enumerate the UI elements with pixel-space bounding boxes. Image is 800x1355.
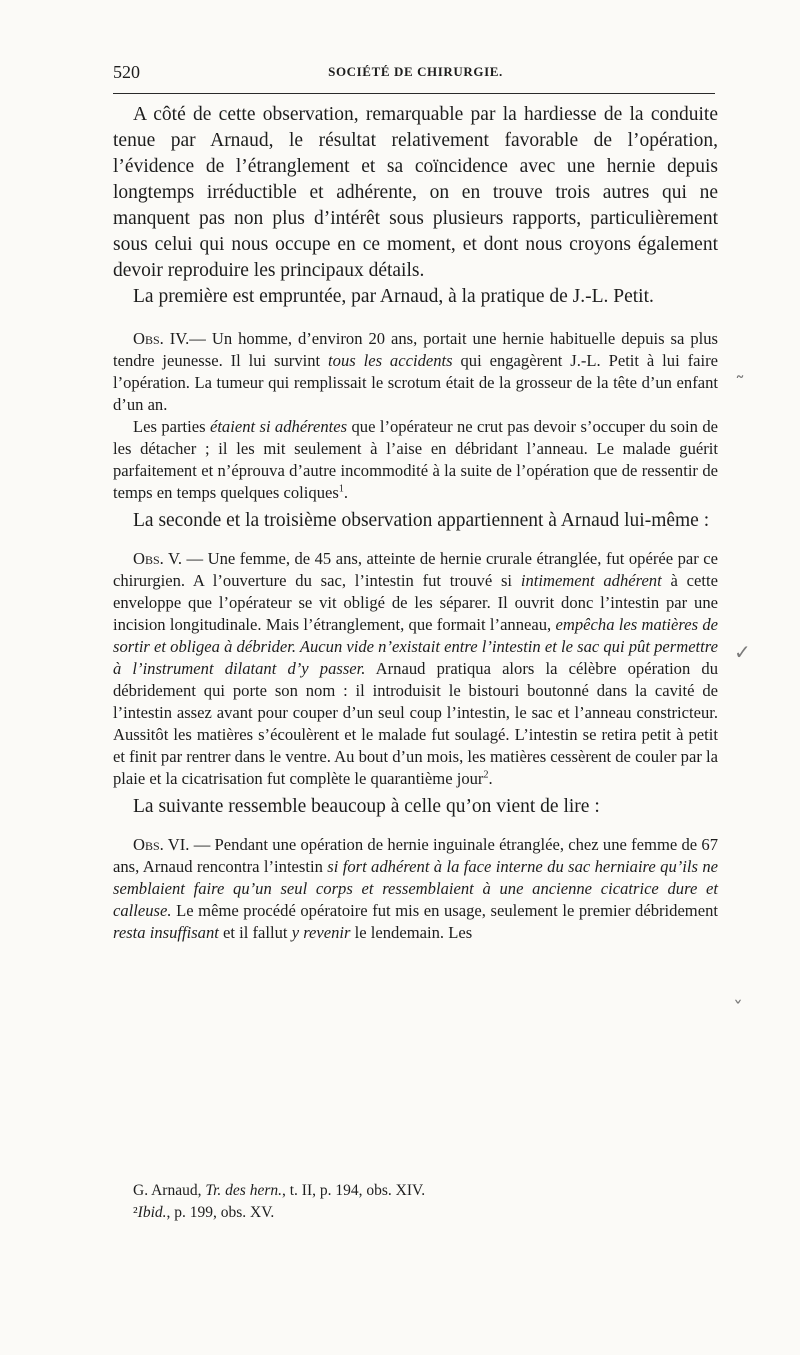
footnote-2: ²Ibid., p. 199, obs. XV. <box>133 1204 275 1221</box>
footnote-1: G. Arnaud, Tr. des hern., t. II, p. 194, obs. XIV. <box>133 1182 426 1199</box>
third-paragraph: La seconde et la troisième observation appartiennent à Arnaud lui-même : <box>133 510 710 531</box>
observation-6: Obs. VI. — Pendant une opération de hernie inguinale étranglée, chez une femme de 67 ans, Arnaud rencontra l’intestin si fort adhérent à la face interne du sac herniaire qu’ils ne semblaient faire qu’un seul corps et ressemblaient à une ancienne cicatrice dure et calleuse. Le même procédé opératoire fut mis en usage, seulement le premier débridement resta insuffisant et il fallut y revenir le lendemain. Les <box>113 835 718 942</box>
observation-4-continued: Les parties étaient si adhérentes que l’opérateur ne crut pas devoir s’occuper du soin de les détacher ; il les mit seulement à l’aise en débridant l’anneau. Le malade guérit parfaitement et n’éprouva d’autre incommodité à la suite de l’opération que de ressentir de temps en temps quelques coliques$^1$. <box>113 417 718 502</box>
footnote-ref: 1 <box>338 483 344 495</box>
obs-label: Obs. IV. <box>133 329 190 348</box>
page-header <box>113 60 718 88</box>
intro-paragraph: A côté de cette observation, remarquable par la hardiesse de la conduite tenue par Arnaud, le résultat relativement favorable de l’opération, l’évidence de l’étranglement et sa coïncidence avec une hernie depuis longtemps irréductible et adhérente, on en trouve trois autres qui ne manquent pas non plus d’intérêt sous plusieurs rapports, particulièrement sous celui qui nous occupe en ce moment, et dont nous croyons également devoir reproduire les principaux détails. <box>113 104 718 281</box>
obs-label: Obs. VI. <box>133 835 190 854</box>
second-paragraph: La première est empruntée, par Arnaud, à la pratique de J.-L. Petit. <box>133 286 654 307</box>
running-title: SOCIÉTÉ DE CHIRURGIE. <box>328 64 503 79</box>
page-number: 520 <box>113 62 140 82</box>
footnotes <box>133 1180 693 1224</box>
margin-mark-icon: ˜ <box>735 372 745 396</box>
obs-label: Obs. V. <box>133 549 183 568</box>
observation-4: Obs. IV.— Un homme, d’environ 20 ans, portait une hernie habituelle depuis sa plus tendre jeunesse. Il lui survint tous les accidents qui engagèrent J.-L. Petit à lui faire l’opération. La tumeur qui remplissait le scrotum était de la grosseur de la tête d’un enfant d’un an. <box>113 329 718 414</box>
margin-check-icon: ˇ <box>733 997 743 1021</box>
observation-5: Obs. V. — Une femme, de 45 ans, atteinte de hernie crurale étranglée, fut opérée par ce chirurgien. A l’ouverture du sac, l’intestin fut trouvé si intimement adhérent à cette enveloppe que l’opérateur se vit obligé de les séparer. Il ouvrit donc l’intestin par une incision longitudinale. Mais l’étranglement, que formait l’anneau, empêcha les matières de sortir et obligea à débrider. Aucun vide n’existait entre l’intestin et le sac qui pût permettre à l’instrument dilatant d’y passer. Arnaud pratiqua alors la célèbre opération du débridement qui porte son nom : il introduisit le bistouri boutonné dans la cavité de l’intestin assez avant pour couper d’un seul coup l’intestin, le sac et l’anneau constricteur. Aussitôt les matières s’écoulèrent et le malade fut soulagé. L’intestin se retira petit à petit et finit par rentrer dans le ventre. Au bout d’un mois, les matières cessèrent de couler par la plaie et la cicatrisation fut complète le quarantième jour$^2$. <box>113 549 719 788</box>
body-text <box>113 102 718 944</box>
footnote-ref: 2 <box>483 769 489 781</box>
margin-check-icon: ✓ <box>734 640 751 664</box>
header-rule <box>113 93 715 94</box>
fourth-paragraph: La suivante ressemble beaucoup à celle qu’on vient de lire : <box>133 796 600 817</box>
